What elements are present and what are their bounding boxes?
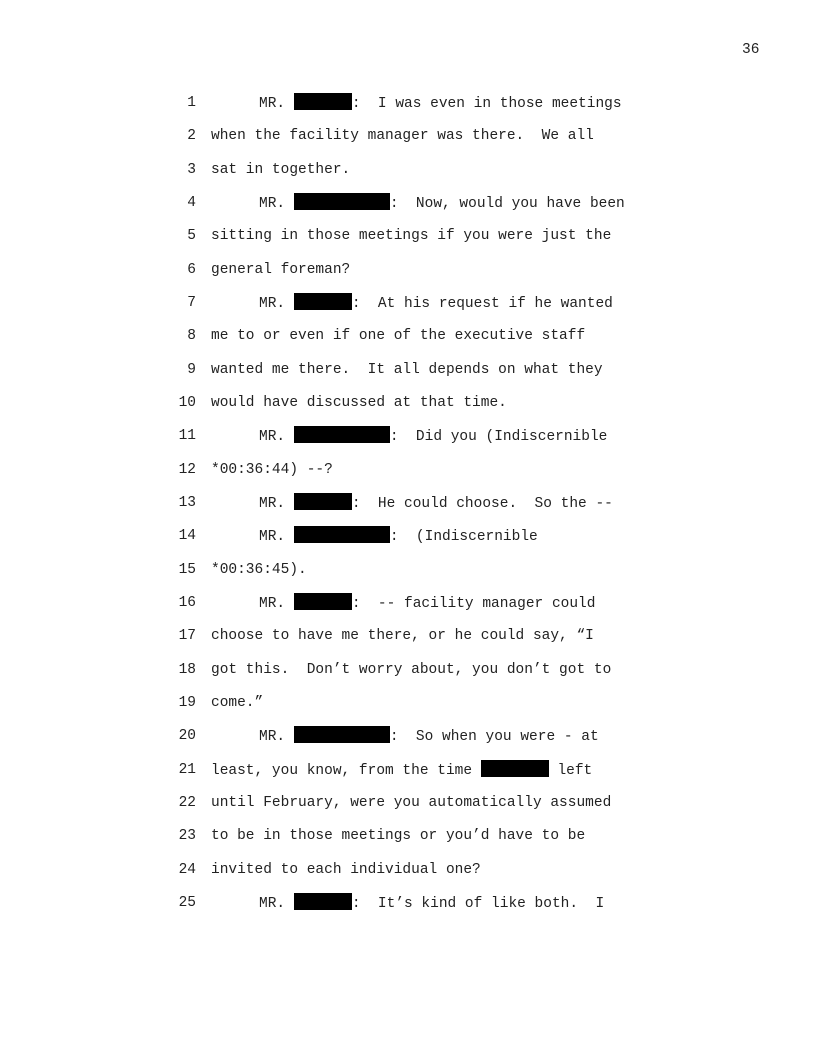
line-number: 10 [178, 394, 196, 411]
line-text [259, 493, 613, 514]
line-text: general foreman? [211, 261, 351, 278]
spoken-text: : At his request if he wanted [351, 295, 613, 312]
transcript-line [0, 793, 816, 826]
redaction-box [294, 593, 352, 610]
line-number: 24 [178, 861, 196, 878]
line-text: got this. Don’t worry about, you don’t got to [211, 661, 612, 678]
transcript-line [0, 126, 816, 159]
line-text: sitting in those meetings if you were just the [211, 228, 612, 245]
line-number: 16 [178, 594, 196, 611]
redaction-box [294, 493, 352, 510]
spoken-text: : So when you were - at [389, 729, 599, 746]
line-number: 14 [178, 528, 196, 545]
line-number: 21 [178, 761, 196, 778]
line-text: would have discussed at that time. [211, 394, 507, 411]
line-number: 19 [178, 694, 196, 711]
redaction-box [294, 93, 352, 110]
line-text: when the facility manager was there. We all [211, 128, 594, 145]
transcript-line [0, 693, 816, 726]
speaker-label: MR. [259, 429, 294, 446]
transcript-line [0, 493, 816, 526]
line-number: 18 [178, 661, 196, 678]
line-text [259, 193, 625, 214]
speaker-label: MR. [259, 195, 294, 212]
transcript-line [0, 226, 816, 259]
spoken-text: : Now, would you have been [389, 195, 625, 212]
line-number: 7 [187, 294, 196, 311]
line-number: 6 [187, 261, 196, 278]
speaker-label: MR. [259, 595, 294, 612]
speaker-label: MR. [259, 529, 294, 546]
spoken-text: : Did you (Indiscernible [389, 429, 608, 446]
line-text: come.” [211, 694, 264, 711]
line-text: sat in together. [211, 161, 351, 178]
transcript-line [0, 360, 816, 393]
spoken-text: : -- facility manager could [351, 595, 596, 612]
transcript-line [0, 260, 816, 293]
line-number: 22 [178, 794, 196, 811]
line-text: to be in those meetings or you’d have to be [211, 828, 586, 845]
redaction-box [294, 726, 390, 743]
spoken-text: : He could choose. So the -- [351, 495, 613, 512]
transcript-body [0, 93, 816, 926]
line-text: *00:36:44) --? [211, 461, 333, 478]
line-text: wanted me there. It all depends on what they [211, 361, 603, 378]
line-number: 2 [187, 128, 196, 145]
transcript-line [0, 93, 816, 126]
line-number: 23 [178, 828, 196, 845]
line-text [211, 760, 592, 781]
line-number: 15 [178, 561, 196, 578]
line-number: 3 [187, 161, 196, 178]
redaction-box [294, 426, 390, 443]
line-text [259, 526, 538, 547]
speaker-label: MR. [259, 495, 294, 512]
transcript-line [0, 860, 816, 893]
transcript-line [0, 460, 816, 493]
transcript-line [0, 326, 816, 359]
transcript-line [0, 626, 816, 659]
line-text [259, 93, 622, 114]
redaction-box [294, 893, 352, 910]
transcript-line [0, 593, 816, 626]
transcript-line [0, 526, 816, 559]
line-number: 5 [187, 228, 196, 245]
transcript-line [0, 760, 816, 793]
transcript-line [0, 160, 816, 193]
speaker-label: MR. [259, 295, 294, 312]
line-number: 13 [178, 494, 196, 511]
line-number: 1 [187, 95, 196, 111]
transcript-line [0, 293, 816, 326]
line-number: 11 [178, 428, 196, 445]
redaction-box [294, 293, 352, 310]
line-text: *00:36:45). [211, 561, 307, 578]
transcript-line [0, 426, 816, 459]
line-text [259, 726, 599, 747]
speaker-label: MR. [259, 895, 294, 912]
transcript-line [0, 726, 816, 759]
transcript-line [0, 826, 816, 859]
transcript-line [0, 560, 816, 593]
redaction-box [294, 193, 390, 210]
line-text [259, 593, 595, 614]
line-number: 12 [178, 461, 196, 478]
transcript-line [0, 193, 816, 226]
spoken-text: left [548, 762, 593, 779]
line-text: until February, were you automatically assumed [211, 794, 612, 811]
page-number: 36 [742, 42, 760, 58]
line-text [259, 426, 607, 447]
spoken-text: least, you know, from the time [211, 762, 481, 779]
spoken-text: : It’s kind of like both. I [351, 895, 605, 912]
spoken-text: : (Indiscernible [389, 529, 538, 546]
line-number: 9 [187, 361, 196, 378]
spoken-text: : I was even in those meetings [351, 96, 622, 112]
speaker-label: MR. [259, 729, 294, 746]
line-text: me to or even if one of the executive staff [211, 328, 586, 345]
line-number: 4 [187, 194, 196, 211]
line-text: invited to each individual one? [211, 861, 481, 878]
line-number: 25 [178, 894, 196, 911]
transcript-line [0, 660, 816, 693]
transcript-line [0, 393, 816, 426]
line-text [259, 893, 604, 914]
redaction-box [481, 760, 549, 777]
line-text: choose to have me there, or he could say, “I [211, 628, 594, 645]
redaction-box [294, 526, 390, 543]
line-text [259, 293, 613, 314]
line-number: 17 [178, 628, 196, 645]
line-number: 20 [178, 728, 196, 745]
transcript-line [0, 893, 816, 926]
speaker-label: MR. [259, 96, 294, 112]
line-number: 8 [187, 328, 196, 345]
